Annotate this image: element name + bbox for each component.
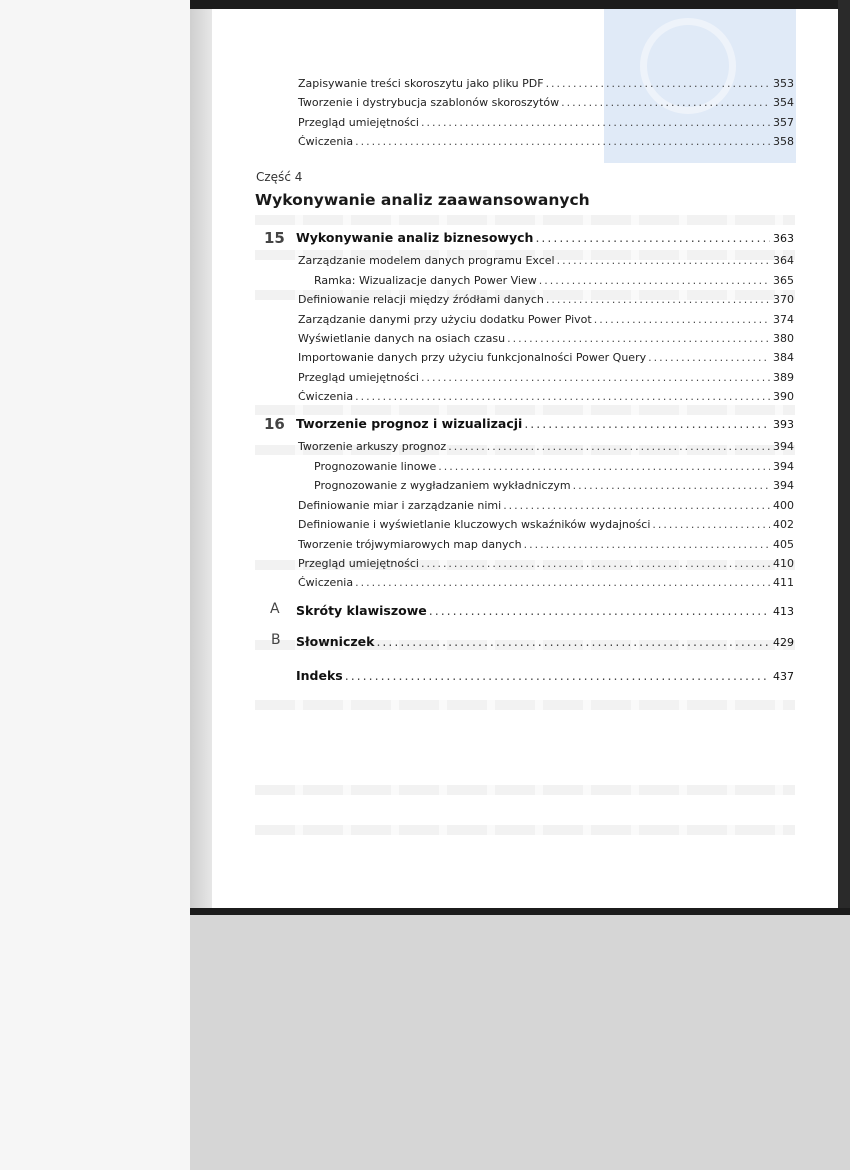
- toc-chapter-15[interactable]: [296, 230, 794, 248]
- show-through-lines: [255, 700, 795, 710]
- leader-dots: [438, 460, 770, 473]
- toc-sidebar-entry[interactable]: [314, 274, 794, 292]
- appendix-title: Skróty klawiszowe: [296, 603, 427, 618]
- toc-entry-page: 370: [773, 293, 794, 306]
- show-through-lines: [255, 825, 795, 835]
- toc-entry-text: Zapisywanie treści skoroszytu jako pliku PDF: [298, 77, 544, 90]
- chapter-number: 15: [264, 229, 285, 247]
- toc-entry-page: 353: [773, 77, 794, 90]
- toc-entry-page: 394: [773, 440, 794, 453]
- leader-dots: [421, 557, 770, 570]
- toc-subentry[interactable]: [314, 460, 794, 478]
- chapter-page: 363: [773, 232, 794, 245]
- leader-dots: [421, 116, 770, 129]
- toc-entry-page: 411: [773, 576, 794, 589]
- toc-entry-text: Ćwiczenia: [298, 576, 354, 589]
- appendix-page: 429: [773, 636, 794, 649]
- leader-dots: [355, 576, 770, 589]
- appendix-title: Słowniczek: [296, 634, 375, 649]
- index-page: 437: [773, 670, 794, 683]
- toc-entry-page: 384: [773, 351, 794, 364]
- toc-entry[interactable]: [298, 440, 794, 458]
- leader-dots: [546, 77, 770, 90]
- toc-entry-text: Tworzenie trójwymiarowych map danych: [298, 538, 522, 551]
- toc-entry-page: 402: [773, 518, 794, 531]
- scan-bottom-edge: [190, 908, 850, 915]
- leader-dots: [561, 96, 770, 109]
- toc-entry-text: Prognozowanie z wygładzaniem wykładniczym: [314, 479, 571, 492]
- leader-dots: [546, 293, 770, 306]
- toc-entry-text: Prognozowanie linowe: [314, 460, 437, 473]
- toc-entry-page: 365: [773, 274, 794, 287]
- chapter-page: 393: [773, 418, 794, 431]
- toc-entry[interactable]: [298, 499, 794, 517]
- leader-dots: [448, 440, 770, 453]
- toc-entry-text: Przegląd umiejętności: [298, 557, 419, 570]
- appendix-letter: A: [270, 601, 280, 617]
- leader-dots: [535, 230, 770, 245]
- leader-dots: [503, 499, 770, 512]
- toc-entry-text: Wyświetlanie danych na osiach czasu: [298, 332, 506, 345]
- toc-entry[interactable]: [298, 557, 794, 575]
- chapter-title: Tworzenie prognoz i wizualizacji: [296, 416, 523, 431]
- background-below: [190, 915, 850, 1170]
- toc-entry-page: 394: [773, 479, 794, 492]
- toc-entry[interactable]: [298, 390, 794, 408]
- background-left: [0, 0, 192, 1170]
- part-label: Część 4: [256, 170, 303, 184]
- leader-dots: [355, 390, 770, 403]
- chapter-number: 16: [264, 415, 285, 433]
- leader-dots: [539, 274, 770, 287]
- toc-entry-page: 390: [773, 390, 794, 403]
- toc-entry[interactable]: [298, 576, 794, 594]
- toc-subentry[interactable]: [314, 479, 794, 497]
- toc-entry-text: Przegląd umiejętności: [298, 116, 419, 129]
- toc-entry[interactable]: [298, 351, 794, 369]
- toc-entry-page: 357: [773, 116, 794, 129]
- toc-entry-text: Przegląd umiejętności: [298, 371, 419, 384]
- toc-entry-text: Zarządzanie modelem danych programu Excel: [298, 254, 555, 267]
- chapter-title: Wykonywanie analiz biznesowych: [296, 230, 534, 245]
- index-title: Indeks: [296, 668, 343, 683]
- toc-entry-text: Tworzenie arkuszy prognoz: [298, 440, 447, 453]
- toc-entry-page: 405: [773, 538, 794, 551]
- show-through-lines: [255, 785, 795, 795]
- toc-chapter-16[interactable]: [296, 416, 794, 434]
- toc-entry[interactable]: [298, 313, 794, 331]
- toc-entry-text: Ćwiczenia: [298, 390, 354, 403]
- toc-entry-text: Ramka: Wizualizacje danych Power View: [314, 274, 537, 287]
- leader-dots: [507, 332, 770, 345]
- leader-dots: [573, 479, 770, 492]
- leader-dots: [524, 538, 770, 551]
- toc-entry-page: 374: [773, 313, 794, 326]
- part-title: Wykonywanie analiz zaawansowanych: [255, 191, 590, 209]
- toc-entry[interactable]: [298, 135, 794, 153]
- toc-entry[interactable]: [298, 332, 794, 350]
- leader-dots: [345, 668, 770, 683]
- toc-entry-text: Definiowanie relacji między źródłami danych: [298, 293, 544, 306]
- leader-dots: [355, 135, 770, 148]
- appendix-page: 413: [773, 605, 794, 618]
- toc-entry-text: Zarządzanie danymi przy użyciu dodatku Power Pivot: [298, 313, 592, 326]
- toc-entry[interactable]: [298, 293, 794, 311]
- toc-entry-text: Definiowanie i wyświetlanie kluczowych wskaźników wydajności: [298, 518, 651, 531]
- leader-dots: [594, 313, 770, 326]
- toc-entry-page: 364: [773, 254, 794, 267]
- toc-entry-page: 394: [773, 460, 794, 473]
- toc-entry-text: Importowanie danych przy użyciu funkcjonalności Power Query: [298, 351, 647, 364]
- toc-entry[interactable]: [298, 254, 794, 272]
- toc-entry[interactable]: [298, 96, 794, 114]
- toc-entry-page: 354: [773, 96, 794, 109]
- toc-entry-page: 380: [773, 332, 794, 345]
- toc-entry-text: Ćwiczenia: [298, 135, 354, 148]
- toc-appendix-a[interactable]: [296, 603, 794, 621]
- toc-entry[interactable]: [298, 77, 794, 95]
- leader-dots: [376, 634, 770, 649]
- leader-dots: [421, 371, 770, 384]
- scan-top-edge: [190, 0, 850, 9]
- toc-appendix-b[interactable]: [296, 634, 794, 652]
- toc-entry-text: Tworzenie i dystrybucja szablonów skoroszytów: [298, 96, 560, 109]
- leader-dots: [557, 254, 770, 267]
- leader-dots: [648, 351, 770, 364]
- show-through-lines: [255, 215, 795, 225]
- toc-entry[interactable]: [298, 518, 794, 536]
- appendix-letter: B: [271, 632, 281, 648]
- leader-dots: [429, 603, 770, 618]
- toc-index[interactable]: [296, 668, 794, 686]
- leader-dots: [524, 416, 770, 431]
- toc-entry[interactable]: [298, 371, 794, 389]
- toc-entry[interactable]: [298, 116, 794, 134]
- scan-right-edge: [838, 0, 850, 915]
- toc-entry-page: 389: [773, 371, 794, 384]
- toc-entry-text: Definiowanie miar i zarządzanie nimi: [298, 499, 502, 512]
- leader-dots: [652, 518, 770, 531]
- toc-entry-page: 410: [773, 557, 794, 570]
- toc-entry-page: 358: [773, 135, 794, 148]
- toc-entry[interactable]: [298, 538, 794, 556]
- toc-entry-page: 400: [773, 499, 794, 512]
